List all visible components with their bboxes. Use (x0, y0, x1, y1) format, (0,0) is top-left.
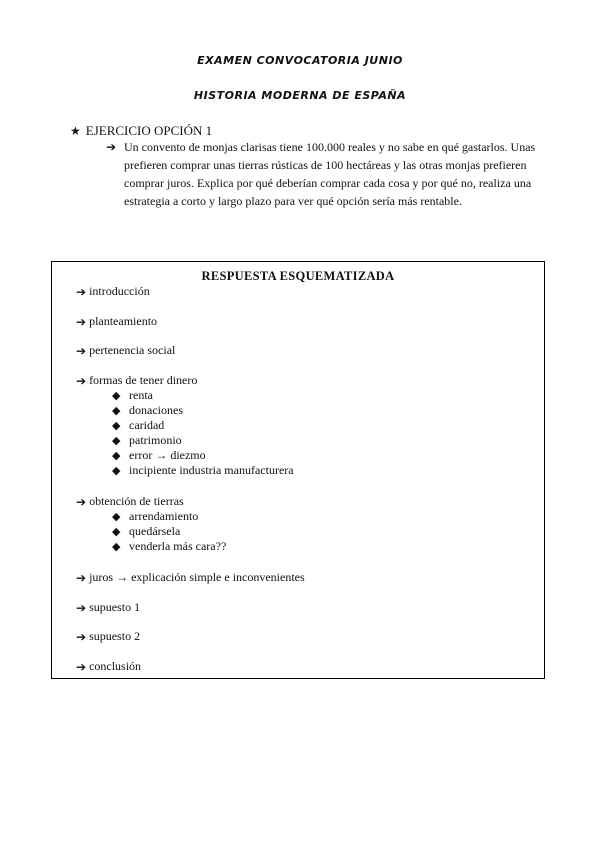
sub-list-item (112, 403, 183, 418)
diamond-bullet-icon: ◆ (112, 404, 121, 417)
list-item-label: supuesto 2 (89, 629, 141, 643)
sub-list-item-label: caridad (129, 418, 165, 432)
sub-list-item-label: donaciones (129, 403, 183, 417)
list-item-label: conclusión (89, 659, 142, 673)
list-item-label: obtención de tierras (89, 494, 184, 508)
arrow-icon: ➔ (76, 494, 87, 509)
list-item (76, 570, 305, 585)
arrow-icon: ➔ (76, 314, 87, 329)
arrow-icon: ➔ (76, 659, 87, 674)
arrow-icon: ➔ (76, 570, 87, 585)
list-item-label: pertenencia social (89, 343, 176, 357)
diamond-bullet-icon: ◆ (112, 525, 121, 538)
diamond-bullet-icon: ◆ (112, 510, 121, 523)
sub-list-item (112, 509, 198, 524)
list-item (76, 600, 140, 615)
diamond-bullet-icon: ◆ (112, 464, 121, 477)
sub-list-item (112, 539, 226, 554)
exercise-prompt (106, 138, 546, 210)
answer-outline-title: RESPUESTA ESQUEMATIZADA (201, 269, 395, 283)
list-item (76, 284, 150, 299)
list-item (76, 373, 197, 388)
sub-list-item-label: incipiente industria manufacturera (129, 463, 294, 477)
sub-list-item-label: quedársela (129, 524, 181, 538)
sub-list-item (112, 433, 182, 448)
arrow-icon: ➔ (76, 629, 87, 644)
list-item-label: introducción (89, 284, 150, 298)
diamond-bullet-icon: ◆ (112, 389, 121, 402)
exercise-heading-label: EJERCICIO OPCIÓN 1 (85, 123, 213, 138)
diamond-bullet-icon: ◆ (112, 449, 121, 462)
star-icon: ★ (70, 123, 81, 138)
sub-list-item-label: renta (129, 388, 153, 402)
sub-list-item (112, 463, 294, 478)
sub-list-item (112, 388, 153, 403)
sub-list-item-label: error → diezmo (129, 448, 206, 462)
diamond-bullet-icon: ◆ (112, 434, 121, 447)
sub-list-item (112, 418, 164, 433)
answer-outline-box (51, 261, 545, 679)
diamond-bullet-icon: ◆ (112, 540, 121, 553)
arrow-icon: ➔ (76, 343, 87, 358)
list-item-label: juros → explicación simple e inconvenientes (89, 570, 305, 584)
sub-list-item-label: venderla más cara?? (129, 539, 227, 553)
list-item (76, 343, 175, 358)
exercise-heading (70, 123, 212, 139)
list-item (76, 314, 157, 329)
sub-list-item (112, 448, 206, 463)
arrow-icon: ➔ (76, 373, 87, 388)
arrow-icon: ➔ (76, 284, 87, 299)
exam-title: EXAMEN CONVOCATORIA JUNIO (197, 54, 403, 67)
sub-list-item-label: patrimonio (129, 433, 182, 447)
arrow-icon: ➔ (76, 600, 87, 615)
list-item-label: supuesto 1 (89, 600, 141, 614)
list-item (76, 629, 140, 644)
sub-list-item-label: arrendamiento (129, 509, 199, 523)
exercise-prompt-text: Un convento de monjas clarisas tiene 100.000 reales y no sabe en qué gastarlos. Unas prefieren comprar unas tierras rústicas de 100 hectáreas y las otras monjas prefieren comprar juros. Explica por qué deberían comprar cada cosa y por qué no, realiza una estrategia a corto y largo plazo para ver qué opción sería más rentable. (124, 140, 536, 208)
list-item-label: formas de tener dinero (89, 373, 198, 387)
list-item-label: planteamiento (89, 314, 158, 328)
list-item (76, 659, 141, 674)
diamond-bullet-icon: ◆ (112, 419, 121, 432)
list-item (76, 494, 184, 509)
sub-list-item (112, 524, 180, 539)
arrow-icon: ➔ (106, 140, 117, 154)
subject-title: HISTORIA MODERNA DE ESPAÑA (193, 89, 407, 102)
